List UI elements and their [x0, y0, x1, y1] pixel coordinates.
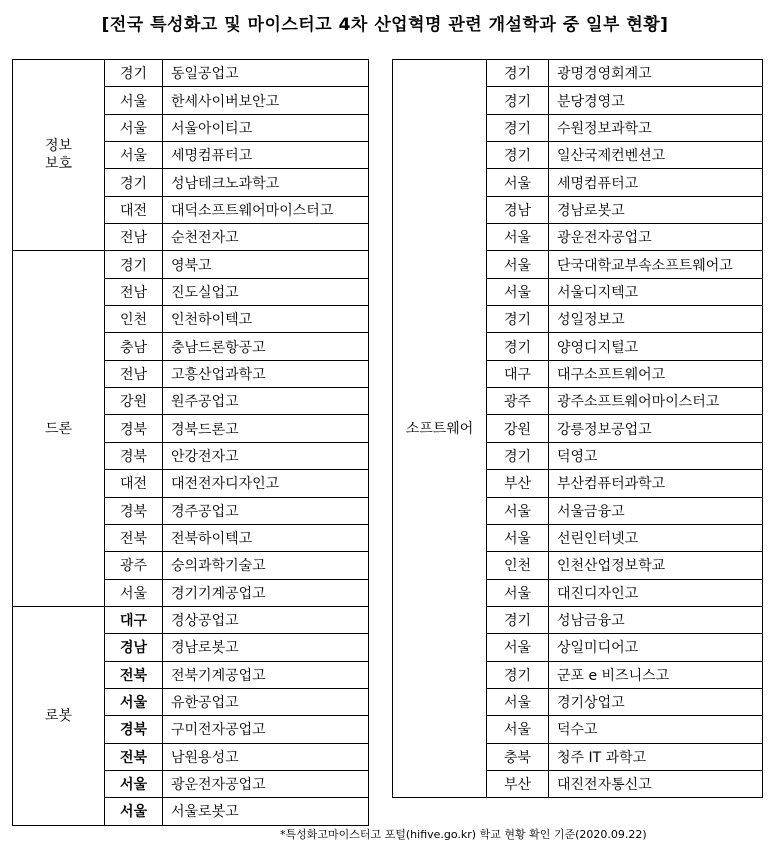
region-cell: 대구: [487, 360, 549, 387]
school-cell: 순천전자고: [163, 224, 369, 251]
region-cell: 서울: [487, 497, 549, 524]
region-cell: 전북: [105, 743, 163, 770]
school-cell: 청주 IT 과학고: [549, 743, 763, 770]
region-cell: 서울: [487, 224, 549, 251]
school-cell: 일산국제컨벤션고: [549, 142, 763, 169]
region-cell: 전남: [105, 360, 163, 387]
region-cell: 경기: [487, 661, 549, 688]
region-cell: 서울: [487, 579, 549, 606]
region-cell: 경기: [487, 114, 549, 141]
school-cell: 진도실업고: [163, 278, 369, 305]
region-cell: 경북: [105, 497, 163, 524]
school-cell: 남원용성고: [163, 743, 369, 770]
school-cell: 대전전자디자인고: [163, 470, 369, 497]
school-cell: 덕영고: [549, 442, 763, 469]
left-table: [12, 59, 369, 826]
school-cell: 전북기계공업고: [163, 661, 369, 688]
school-cell: 경북드론고: [163, 415, 369, 442]
school-cell: 안강전자고: [163, 442, 369, 469]
category-cell: 정보 보호: [13, 60, 105, 251]
school-cell: 양영디지털고: [549, 333, 763, 360]
region-cell: 인천: [105, 306, 163, 333]
school-cell: 경주공업고: [163, 497, 369, 524]
school-cell: 대진전자통신고: [549, 770, 763, 797]
school-cell: 서울금융고: [549, 497, 763, 524]
region-cell: 부산: [487, 770, 549, 797]
region-cell: 충북: [487, 743, 549, 770]
region-cell: 경북: [105, 415, 163, 442]
region-cell: 경기: [105, 169, 163, 196]
school-cell: 분당경영고: [549, 87, 763, 114]
school-cell: 전북하이텍고: [163, 524, 369, 551]
region-cell: 부산: [487, 470, 549, 497]
school-cell: 성남테크노과학고: [163, 169, 369, 196]
region-cell: 경북: [105, 442, 163, 469]
region-cell: 서울: [105, 579, 163, 606]
region-cell: 광주: [105, 552, 163, 579]
school-cell: 경남로봇고: [549, 196, 763, 223]
table-row: [13, 60, 369, 87]
region-cell: 서울: [487, 716, 549, 743]
school-cell: 고흥산업과학고: [163, 360, 369, 387]
region-cell: 경남: [487, 196, 549, 223]
region-cell: 경기: [487, 87, 549, 114]
school-cell: 단국대학교부속소프트웨어고: [549, 251, 763, 278]
region-cell: 서울: [105, 688, 163, 715]
school-cell: 광명경영회계고: [549, 60, 763, 87]
school-cell: 부산컴퓨터과학고: [549, 470, 763, 497]
table-row: [393, 60, 763, 87]
school-cell: 경기상업고: [549, 688, 763, 715]
school-cell: 경기기계공업고: [163, 579, 369, 606]
school-cell: 충남드론항공고: [163, 333, 369, 360]
region-cell: 서울: [487, 278, 549, 305]
region-cell: 대구: [105, 606, 163, 633]
region-cell: 서울: [105, 114, 163, 141]
region-cell: 서울: [105, 87, 163, 114]
region-cell: 인천: [487, 552, 549, 579]
school-cell: 세명컴퓨터고: [163, 142, 369, 169]
region-cell: 경기: [487, 606, 549, 633]
region-cell: 전북: [105, 524, 163, 551]
region-cell: 대전: [105, 196, 163, 223]
region-cell: 경기: [105, 251, 163, 278]
school-cell: 동일공업고: [163, 60, 369, 87]
school-cell: 수원정보과학고: [549, 114, 763, 141]
region-cell: 경남: [105, 634, 163, 661]
school-cell: 광운전자공업고: [549, 224, 763, 251]
region-cell: 경기: [487, 60, 549, 87]
table-row: [13, 251, 369, 278]
school-cell: 서울디지텍고: [549, 278, 763, 305]
region-cell: 경기: [487, 306, 549, 333]
school-cell: 한세사이버보안고: [163, 87, 369, 114]
school-cell: 대덕소프트웨어마이스터고: [163, 196, 369, 223]
region-cell: 강원: [487, 415, 549, 442]
school-cell: 대구소프트웨어고: [549, 360, 763, 387]
region-cell: 강원: [105, 388, 163, 415]
region-cell: 전남: [105, 278, 163, 305]
region-cell: 대전: [105, 470, 163, 497]
school-cell: 원주공업고: [163, 388, 369, 415]
school-cell: 대진디자인고: [549, 579, 763, 606]
region-cell: 광주: [487, 388, 549, 415]
region-cell: 서울: [487, 634, 549, 661]
region-cell: 전북: [105, 661, 163, 688]
table-row: [13, 606, 369, 633]
region-cell: 경기: [487, 333, 549, 360]
region-cell: 경기: [487, 142, 549, 169]
right-table: [392, 59, 763, 798]
school-cell: 광주소프트웨어마이스터고: [549, 388, 763, 415]
school-cell: 성남금융고: [549, 606, 763, 633]
school-cell: 인천하이텍고: [163, 306, 369, 333]
region-cell: 서울: [487, 688, 549, 715]
school-cell: 광운전자공업고: [163, 770, 369, 797]
school-cell: 서울아이티고: [163, 114, 369, 141]
school-cell: 경남로봇고: [163, 634, 369, 661]
footnote: *특성화고마이스터고 포털(hifive.go.kr) 학교 현황 확인 기준(2020.09.22): [280, 828, 647, 841]
region-cell: 경기: [105, 60, 163, 87]
school-cell: 경상공업고: [163, 606, 369, 633]
school-cell: 유한공업고: [163, 688, 369, 715]
region-cell: 서울: [487, 251, 549, 278]
school-cell: 인천산업정보학교: [549, 552, 763, 579]
region-cell: 서울: [105, 142, 163, 169]
region-cell: 충남: [105, 333, 163, 360]
category-cell: 로봇: [13, 606, 105, 825]
school-cell: 성일정보고: [549, 306, 763, 333]
region-cell: 경기: [487, 442, 549, 469]
page-title: [전국 특성화고 및 마이스터고 4차 산업혁명 관련 개설학과 중 일부 현황]: [101, 15, 669, 35]
category-cell: 소프트웨어: [393, 60, 487, 798]
school-cell: 군포 e 비즈니스고: [549, 661, 763, 688]
school-cell: 강릉정보공업고: [549, 415, 763, 442]
school-cell: 숭의과학기술고: [163, 552, 369, 579]
school-cell: 덕수고: [549, 716, 763, 743]
region-cell: 서울: [105, 798, 163, 825]
region-cell: 서울: [105, 770, 163, 797]
region-cell: 전남: [105, 224, 163, 251]
school-cell: 서울로봇고: [163, 798, 369, 825]
school-cell: 선린인터넷고: [549, 524, 763, 551]
region-cell: 서울: [487, 524, 549, 551]
region-cell: 경북: [105, 716, 163, 743]
school-cell: 영북고: [163, 251, 369, 278]
school-cell: 세명컴퓨터고: [549, 169, 763, 196]
school-cell: 상일미디어고: [549, 634, 763, 661]
region-cell: 서울: [487, 169, 549, 196]
category-cell: 드론: [13, 251, 105, 606]
school-cell: 구미전자공업고: [163, 716, 369, 743]
